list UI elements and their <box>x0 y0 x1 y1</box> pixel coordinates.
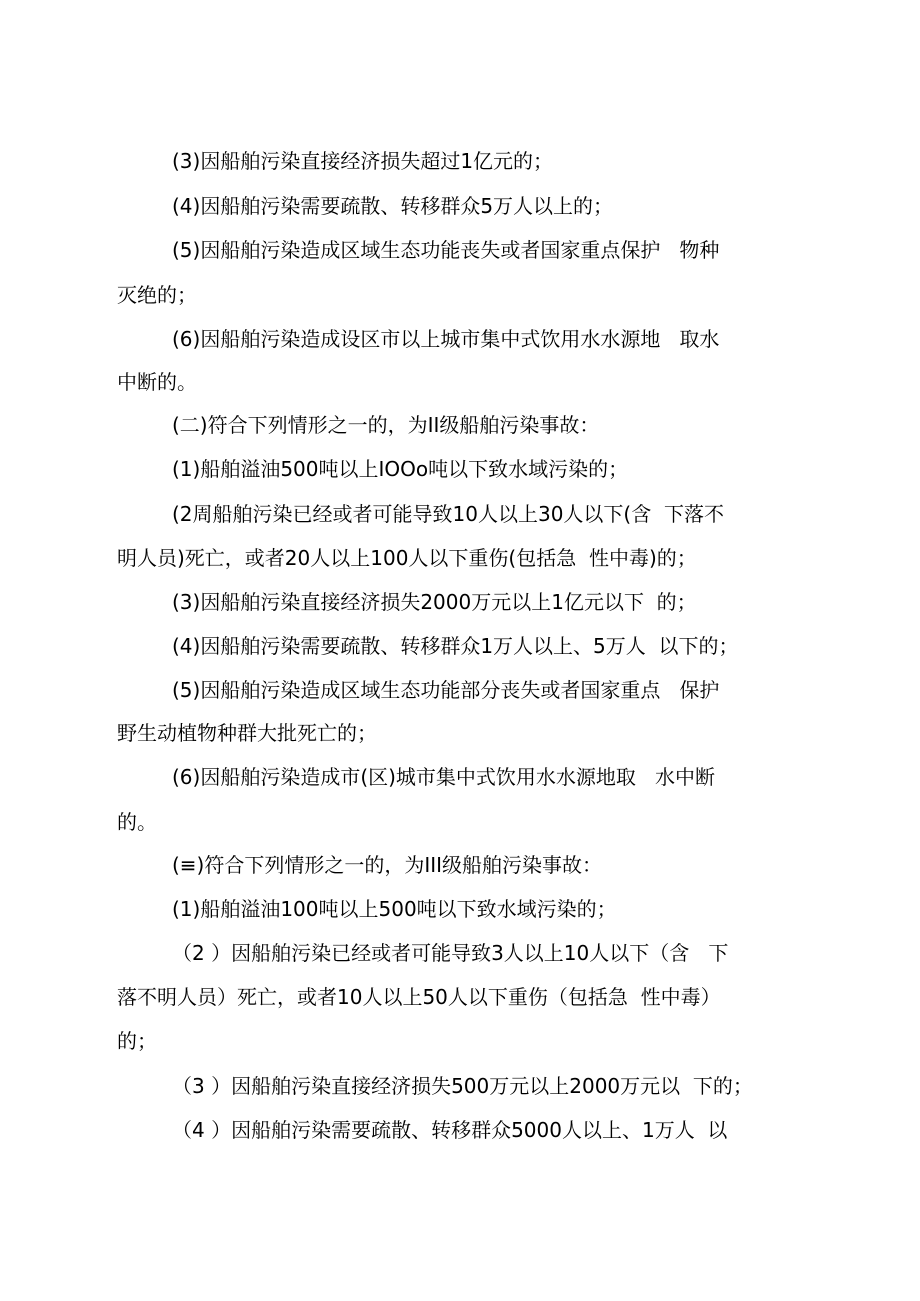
text-line: 的。 <box>117 810 157 834</box>
text-line: (二)符合下列情形之一的，为II级船舶污染事故： <box>172 413 600 437</box>
text-line: （3 ）因船舶污染直接经济损失500万元以上2000万元以 下的； <box>172 1074 753 1098</box>
text-line: 中断的。 <box>117 370 197 394</box>
text-line: (1)船舶溢油100吨以上500吨以下致水域污染的； <box>172 897 617 921</box>
text-line: 明人员)死亡，或者20人以上100人以下重伤(包括急 性中毒)的； <box>117 546 697 570</box>
text-line: (≡)符合下列情形之一的，为III级船舶污染事故： <box>172 853 603 877</box>
text-line: 落不明人员）死亡，或者10人以上50人以下重伤（包括急 性中毒） <box>117 985 721 1009</box>
text-line: （2 ）因船舶污染已经或者可能导致3人以上10人以下（含 下 <box>172 941 729 965</box>
text-line: (5)因船舶污染造成区域生态功能部分丧失或者国家重点 保护 <box>172 678 720 702</box>
text-line: 野生动植物种群大批死亡的； <box>117 721 377 745</box>
text-line: (6)因船舶污染造成设区市以上城市集中式饮用水水源地 取水 <box>172 327 720 351</box>
text-line: (3)因船舶污染直接经济损失超过1亿元的； <box>172 149 554 173</box>
text-line: （4 ）因船舶污染需要疏散、转移群众5000人以上、1万人 以 <box>172 1118 728 1142</box>
text-line: (2周船舶污染已经或者可能导致10人以上30人以下(含 下落不 <box>172 502 724 526</box>
text-line: (3)因船舶污染直接经济损失2000万元以上1亿元以下 的； <box>172 590 697 614</box>
text-line: 灭绝的； <box>117 283 197 307</box>
text-line: 的； <box>117 1029 157 1053</box>
text-line: (4)因船舶污染需要疏散、转移群众1万人以上、5万人 以下的； <box>172 634 739 658</box>
text-line: (4)因船舶污染需要疏散、转移群众5万人以上的； <box>172 194 614 218</box>
text-line: (5)因船舶污染造成区域生态功能丧失或者国家重点保护 物种 <box>172 238 720 262</box>
text-line: (1)船舶溢油500吨以上IOOo吨以下致水域污染的； <box>172 457 629 481</box>
text-line: (6)因船舶污染造成市(区)城市集中式饮用水水源地取 水中断 <box>172 765 716 789</box>
